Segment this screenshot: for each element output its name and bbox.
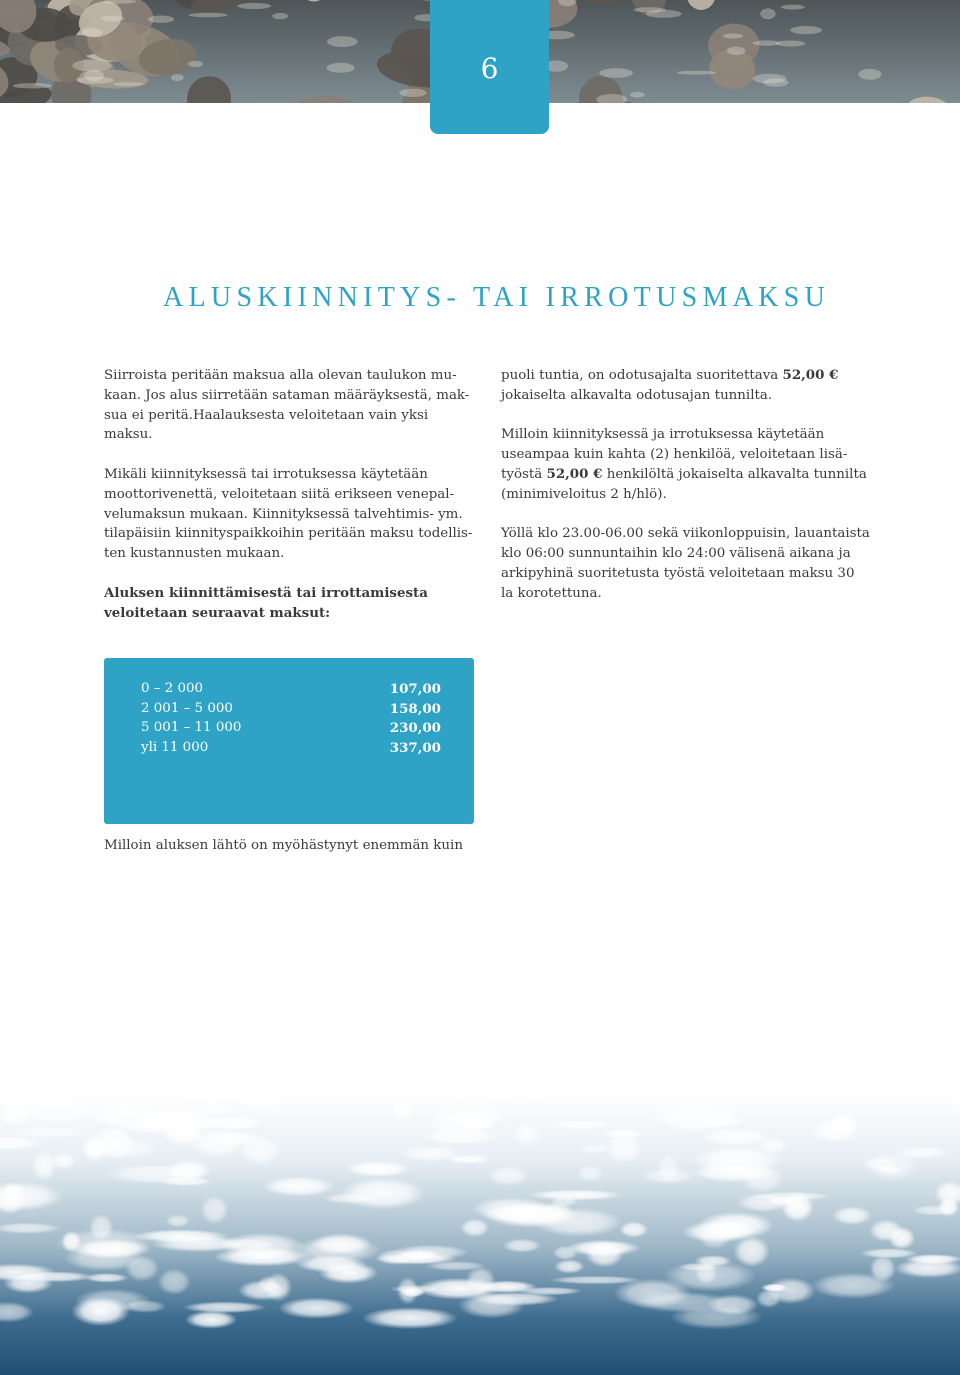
water-sparkle (471, 1197, 552, 1221)
water-sparkle (56, 1229, 154, 1258)
water-sparkle (390, 1285, 441, 1293)
water-sparkle (434, 1107, 507, 1127)
text-line: Mikäli kiinnityksessä tai irrotuksessa käytetään (104, 466, 428, 482)
fee-amount: 337,00 (389, 740, 441, 756)
page-title: ALUSKIINNITYS- TAI IRROTUSMAKSU (163, 282, 831, 313)
text-line: klo 06:00 sunnuntaihin klo 24:00 välisenä aikana ja (501, 546, 851, 562)
pebble-highlight (76, 77, 114, 84)
water-sparkle (157, 1268, 191, 1295)
water-sparkle (734, 1236, 770, 1267)
water-sparkle (460, 1218, 489, 1237)
paragraph-night-weekend (501, 524, 881, 603)
pebble-highlight (752, 74, 786, 84)
pebble-highlight (189, 13, 228, 18)
pebble-highlight (399, 89, 427, 97)
water-sparkle (761, 1284, 788, 1292)
fee-amount: 107,00 (389, 681, 441, 697)
pebble-highlight (237, 3, 271, 9)
water-sparkle (201, 1195, 229, 1224)
pebble-highlight (677, 71, 716, 75)
pebble-highlight (781, 5, 805, 10)
rate-row (141, 738, 441, 758)
water-sparkle (832, 1206, 872, 1225)
text-line: Yöllä klo 23.00-06.00 sekä viikonloppuisin, lauantaista (501, 526, 870, 542)
water-sparkle (750, 1192, 832, 1201)
pebble-highlight (272, 13, 288, 19)
water-sparkle (633, 1292, 732, 1313)
paragraph-extra-staff (501, 425, 881, 504)
text-line: tilapäisiin kiinnityspaikkoihin peritään maksu todellis- (104, 526, 473, 542)
water-sparkle (264, 1273, 293, 1302)
water-photo (0, 1090, 960, 1375)
rate-table (104, 658, 474, 824)
pebble-highlight (327, 36, 357, 47)
water-sparkle (159, 1176, 212, 1186)
water-sparkle (869, 1219, 903, 1242)
water-sparkle (362, 1307, 458, 1329)
text-line: (minimiveloitus 2 h/hlö). (501, 486, 667, 502)
water-sparkle (912, 1205, 955, 1216)
water-sparkle (220, 1238, 276, 1251)
pebble-highlight (327, 63, 355, 73)
water-sparkle (278, 1297, 354, 1318)
delay-footnote: Milloin aluksen lähtö on myöhästynyt enemmän kuin (104, 838, 463, 853)
left-column (104, 366, 474, 643)
pebble-highlight (723, 34, 743, 39)
amount: 52,00 € (546, 465, 603, 482)
water-sparkle (517, 1287, 582, 1295)
water-sparkle (2, 1183, 24, 1201)
paragraph-motorboat (104, 465, 474, 564)
water-sparkle (810, 1118, 860, 1142)
water-sparkle (678, 1263, 720, 1271)
pebble-highlight (630, 92, 645, 98)
water-sparkle (185, 1311, 238, 1329)
rate-row (141, 718, 441, 738)
water-sparkle (877, 1165, 902, 1174)
tonnage-range: 5 001 – 11 000 (141, 720, 242, 735)
rate-row (141, 699, 441, 719)
text-line: useampaa kuin kahta (2) henkilöä, veloitetaan lisä- (501, 447, 848, 463)
water-illustration (0, 1090, 960, 1375)
pebble-highlight (101, 15, 124, 21)
pebble-highlight (858, 69, 881, 80)
tonnage-range: yli 11 000 (141, 740, 209, 755)
water-sparkle (651, 1103, 744, 1132)
water-sparkle (528, 1189, 623, 1200)
water-sparkle (374, 1253, 456, 1265)
rate-row (141, 679, 441, 699)
water-sparkle (4, 1273, 53, 1294)
page-number-tab (430, 0, 549, 134)
water-sparkle (419, 1128, 501, 1144)
water-sparkle (183, 1301, 267, 1313)
water-sparkle (310, 1233, 372, 1254)
pebble-highlight (727, 47, 746, 55)
text-line: Milloin kiinnityksessä ja irrotuksessa käytetään (501, 427, 825, 443)
text-line: työstä (501, 466, 547, 482)
pebble-highlight (82, 28, 102, 37)
water-sparkle (71, 1297, 130, 1326)
water-sparkle (577, 1165, 604, 1181)
water-sparkle (125, 1255, 160, 1282)
tonnage-range: 2 001 – 5 000 (141, 701, 233, 716)
water-sparkle (391, 1098, 412, 1120)
text-line: sua ei peritä.Haalauksesta veloitetaan vain yksi maksu. (104, 407, 429, 443)
water-sparkle (566, 1240, 640, 1257)
paragraph-waiting-fee (501, 366, 881, 406)
pebble-highlight (72, 60, 111, 72)
text-line: arkipyhinä suoritetusta työstä veloitetaan maksu 30 (501, 565, 855, 581)
water-sparkle (554, 1259, 585, 1273)
water-sparkle (88, 1101, 163, 1129)
text-line: Siirroista peritään maksua alla olevan taulukon mu- (104, 368, 457, 383)
water-sparkle (503, 1239, 542, 1253)
pebble-highlight (646, 10, 682, 18)
right-column (501, 366, 881, 623)
water-sparkle (295, 1255, 366, 1273)
page-number: 6 (480, 51, 499, 85)
water-sparkle (76, 1138, 158, 1159)
water-sparkle (547, 1120, 614, 1129)
text-line: veloitetaan seuraavat maksut: (104, 604, 331, 621)
fee-amount: 158,00 (389, 701, 441, 717)
water-sparkle (400, 1146, 460, 1161)
water-sparkle (31, 1150, 56, 1181)
text-line: kaan. Jos alus siirretään sataman määräyksestä, mak- (104, 387, 470, 403)
text-line: Aluksen kiinnittämisestä tai irrottamisesta (104, 584, 428, 601)
tonnage-range: 0 – 2 000 (141, 681, 204, 696)
pebble-highlight (599, 68, 633, 78)
text-line: jokaiselta alkavalta odotusajan tunnilta. (501, 387, 773, 403)
water-sparkle (262, 1176, 335, 1196)
text-line: puoli tuntia, on odotusajalta suoritettava (501, 368, 783, 383)
text-line: velumaksun mukaan. Kiinnityksessä talvehtimis- ym. (104, 506, 463, 522)
pebble-highlight (148, 16, 174, 23)
water-sparkle (458, 1292, 525, 1319)
text-line: henkilöltä jokaiselta alkavalta tunnilta (602, 466, 867, 482)
text-line: moottorivenettä, veloitetaan siitä erikseen venepal- (104, 486, 455, 502)
water-sparkle (5, 1126, 95, 1137)
text-line: ten kustannusten mukaan. (104, 546, 285, 562)
pebble-highlight (13, 83, 52, 88)
water-sparkle (240, 1135, 281, 1165)
paragraph-fee-intro (104, 584, 474, 624)
water-sparkle (692, 1146, 782, 1175)
paragraph-transfer-fees (104, 366, 474, 445)
water-sparkle (619, 1221, 648, 1237)
pebble-highlight (188, 61, 203, 67)
water-sparkle (11, 1094, 101, 1125)
amount: 52,00 € (782, 367, 839, 383)
water-sparkle (345, 1161, 411, 1177)
pebble-highlight (790, 26, 822, 34)
water-sparkle (173, 1118, 232, 1129)
water-sparkle (642, 1168, 696, 1184)
water-sparkle (869, 1255, 896, 1282)
water-sparkle (513, 1123, 540, 1146)
fee-amount: 230,00 (389, 720, 441, 736)
pebble-highlight (776, 41, 805, 47)
pebble-highlight (171, 74, 184, 81)
pebble-highlight (760, 8, 775, 19)
water-sparkle (487, 1166, 528, 1186)
water-sparkle (166, 1215, 191, 1228)
water-sparkle (482, 1093, 551, 1102)
water-sparkle (602, 1128, 643, 1139)
water-sparkle (324, 1193, 377, 1204)
text-line: la korotettuna. (501, 585, 602, 601)
pebble-highlight (113, 82, 144, 86)
water-sparkle (549, 1276, 642, 1285)
